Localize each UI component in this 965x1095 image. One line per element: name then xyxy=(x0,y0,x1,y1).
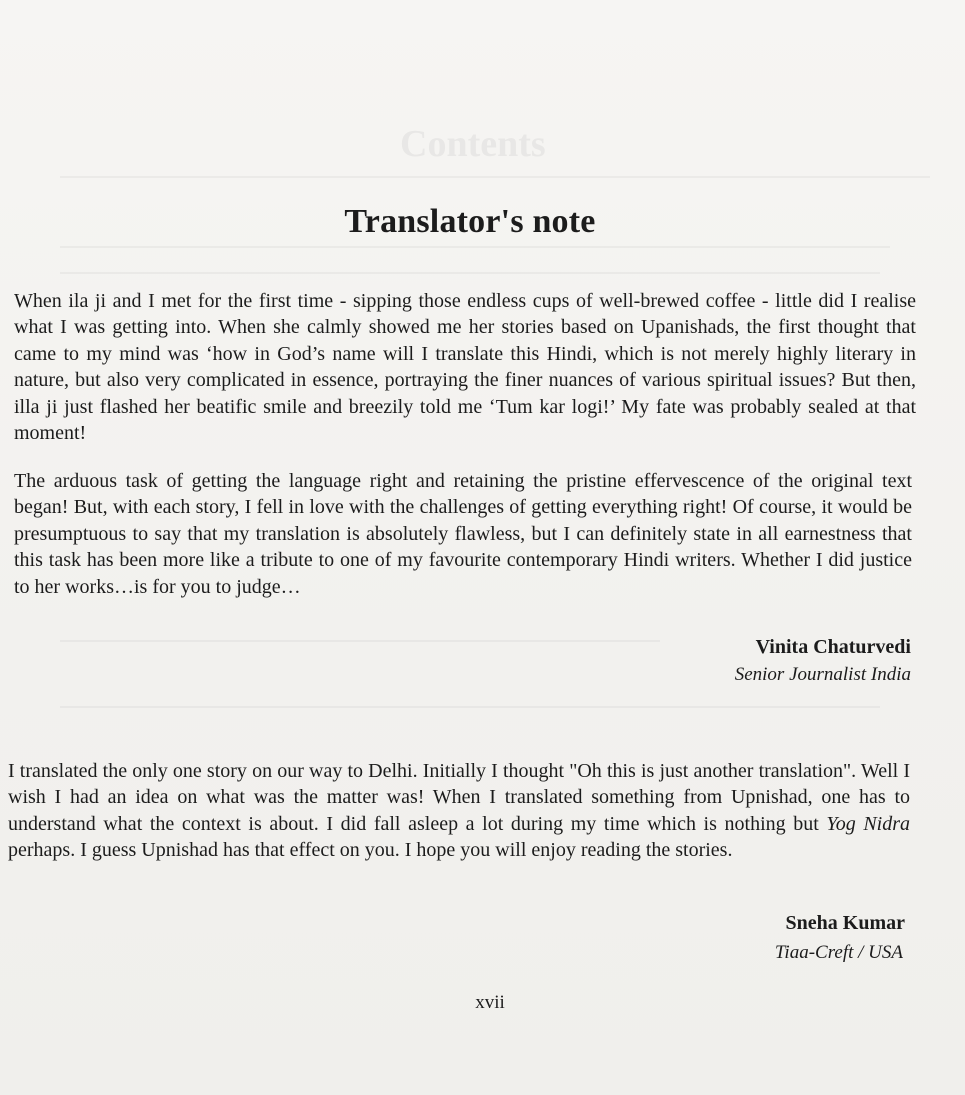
show-through-text: Contents xyxy=(400,123,546,165)
show-through-rule xyxy=(60,246,890,248)
signature-1-name: Vinita Chaturvedi xyxy=(755,636,911,658)
note-paragraph-2: The arduous task of getting the language right and retaining the pristine effervescence of the original text began! But, with each story, I fell in love with the challenges of getting everything right! Of course, it would be presumptuous to say that my translation is absolutely flawless, but I can definitely state in all earnestness that this task has been more like a tribute to one of my favourite contemporary Hindi writers. Whether I did justice to her works…is for you to judge… xyxy=(14,470,912,598)
signature-2-name: Sneha Kumar xyxy=(785,912,905,934)
paragraph-3-italic-term: Yog Nidra xyxy=(826,812,911,835)
signature-2-role: Tiaa-Creft / USA xyxy=(774,942,903,963)
paragraph-3-text-end: perhaps. I guess Upnishad has that effect on you. I hope you will enjoy reading the stories. xyxy=(8,839,733,862)
paragraph-3-text-start: I translated the only one story on our way to Delhi. Initially I thought "Oh this is just another translation". Well I wish I had an idea on what was the matter was! When I translated something from Upnishad, one has to understand what the context is about. I did fall asleep a lot during my time which is nothing but xyxy=(8,760,910,835)
show-through-rule xyxy=(60,706,880,708)
show-through-rule xyxy=(60,176,930,178)
show-through-rule xyxy=(60,640,660,642)
note-paragraph-3 xyxy=(8,758,910,864)
note-paragraph-1: When ila ji and I met for the first time - sipping those endless cups of well-brewed coffee - little did I realise what I was getting into. When she calmly showed me her stories based on Upanishads, the first thought that came to my mind was ‘how in God’s name will I translate this Hindi, which is not merely highly literary in nature, but also very complicated in essence, portraying the finer nuances of various spiritual issues? But then, illa ji just flashed her beatific smile and breezily told me ‘Tum kar logi!’ My fate was probably sealed at that moment! xyxy=(14,290,916,445)
page-title: Translator's note xyxy=(344,202,596,240)
page-number: xvii xyxy=(475,992,505,1013)
show-through-rule xyxy=(60,272,880,274)
signature-1-role: Senior Journalist India xyxy=(734,664,911,685)
